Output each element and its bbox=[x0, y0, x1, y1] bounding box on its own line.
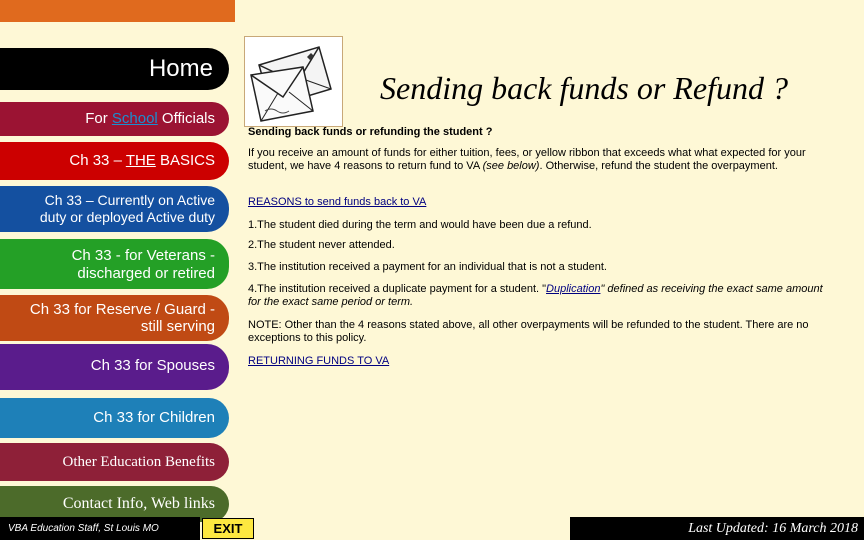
nav-spouses-label: Ch 33 for Spouses bbox=[90, 357, 215, 374]
nav-reserve-line2: still serving bbox=[140, 318, 215, 335]
p1-text-italic: (see below) bbox=[482, 160, 540, 172]
nav-ch33-basics[interactable] bbox=[0, 142, 229, 180]
reason4-text-b: " defined as receiving the exact same amount for the exact same period or term. bbox=[248, 283, 823, 308]
nav-contact-label: Contact Info, Web links bbox=[62, 495, 215, 512]
nav-school-prefix: For bbox=[85, 110, 112, 127]
returning-funds-link[interactable]: RETURNING FUNDS TO VA bbox=[248, 355, 390, 367]
nav-home[interactable] bbox=[0, 48, 229, 90]
top-accent-bar bbox=[0, 0, 235, 22]
nav-veterans-line1: Ch 33 - for Veterans - bbox=[71, 247, 215, 264]
nav-active-line2: duty or deployed Active duty bbox=[39, 209, 215, 225]
reasons-link[interactable]: REASONS to send funds back to VA bbox=[248, 196, 427, 208]
reason-1: 1.The student died during the term and would have been due a refund. bbox=[248, 219, 592, 231]
returning-funds-section bbox=[248, 355, 838, 368]
nav-ch33-veterans[interactable] bbox=[0, 239, 229, 289]
nav-basics-link[interactable]: THE bbox=[125, 152, 156, 169]
nav-ch33-spouses[interactable] bbox=[0, 344, 229, 390]
nav-reserve-line1: Ch 33 for Reserve / Guard - bbox=[29, 301, 215, 318]
nav-basics-prefix: Ch 33 – bbox=[69, 152, 126, 169]
last-updated: Last Updated: 16 March 2018 bbox=[688, 521, 858, 536]
reason-4 bbox=[248, 283, 838, 309]
nav-school-suffix: Officials bbox=[157, 110, 215, 127]
nav-other-benefits[interactable] bbox=[0, 443, 229, 481]
nav-ch33-reserve-guard[interactable] bbox=[0, 295, 229, 341]
nav-children-label: Ch 33 for Children bbox=[93, 409, 215, 426]
intro-heading: Sending back funds or refunding the student ? bbox=[248, 126, 493, 138]
nav-home-label: Home bbox=[148, 55, 213, 82]
nav-basics-suffix: BASICS bbox=[155, 152, 215, 169]
footer-staff-label: VBA Education Staff, St Louis MO bbox=[0, 517, 200, 540]
nav-other-label: Other Education Benefits bbox=[62, 454, 215, 470]
paragraph-overpayment bbox=[248, 147, 838, 173]
reason-2: 2.The student never attended. bbox=[248, 239, 395, 251]
p1-text-b: . Otherwise, refund the student the overpayment. bbox=[539, 160, 778, 172]
p1-text-a: If you receive an amount of funds for either tuition, fees, or yellow ribbon that exceeds what what expected for your student, we have 4 reasons to return fund to VA bbox=[248, 147, 806, 172]
page-title: Sending back funds or Refund ? bbox=[380, 70, 788, 106]
exit-button[interactable]: EXIT bbox=[202, 518, 254, 539]
reasons-section bbox=[248, 196, 838, 209]
nav-veterans-line2: discharged or retired bbox=[77, 265, 215, 282]
nav-school-officials[interactable] bbox=[0, 102, 229, 136]
note-paragraph: NOTE: Other than the 4 reasons stated above, all other overpayments will be refunded to the student. There are no exceptions to this policy. bbox=[248, 319, 809, 344]
nav-ch33-active-duty[interactable] bbox=[0, 186, 229, 232]
reason4-text-a: 4.The institution received a duplicate payment for a student. " bbox=[248, 283, 547, 295]
nav-ch33-children[interactable] bbox=[0, 398, 229, 438]
nav-active-line1: Ch 33 – Currently on Active bbox=[44, 192, 215, 208]
envelope-icon bbox=[244, 36, 343, 127]
reason-3: 3.The institution received a payment for an individual that is not a student. bbox=[248, 261, 607, 273]
nav-school-link[interactable]: School bbox=[111, 110, 158, 127]
duplication-link[interactable]: Duplication bbox=[546, 283, 601, 295]
